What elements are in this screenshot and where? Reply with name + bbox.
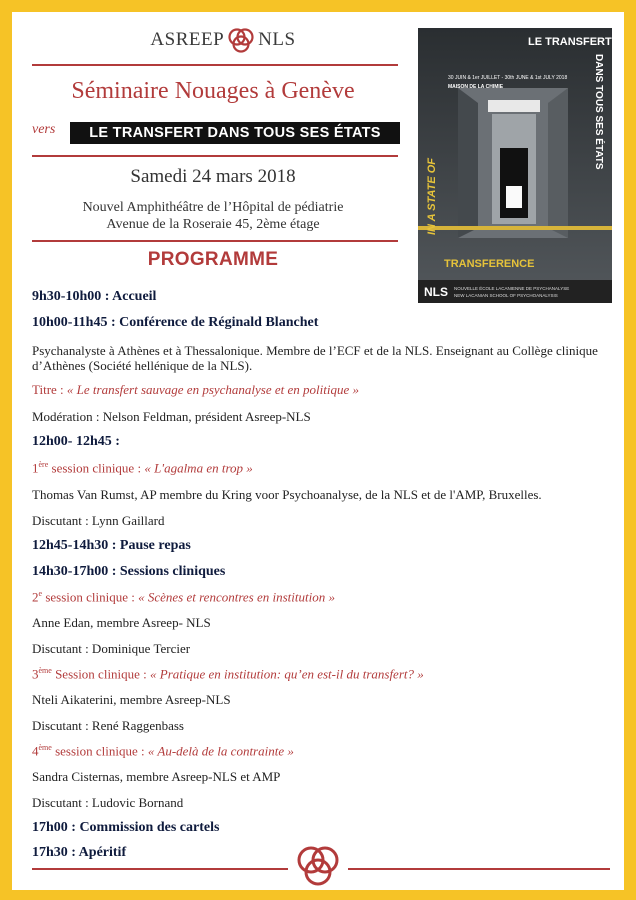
asreep-nls-logo (150, 22, 296, 58)
moderation (32, 409, 610, 425)
poster-place: MAISON DE LA CHIMIE (448, 84, 504, 90)
speaker-name: Anne Edan (32, 615, 91, 630)
session-num: 4 (32, 743, 39, 759)
speaker-name: Thomas Van Rumst (32, 487, 135, 502)
venue-line-1: Nouvel Amphithéâtre de l’Hôpital de pédiatrie (82, 200, 344, 215)
title-label: Titre : (32, 382, 67, 397)
session-label: Session clinique : (51, 666, 151, 682)
speaker-affiliation: , membre Asreep-NLS (113, 692, 231, 707)
slot-aperitif: 17h30 : Apéritif (32, 845, 127, 860)
poster-title-top: LE TRANSFERT (528, 36, 612, 48)
speaker-name: Sandra Cisternas (32, 769, 120, 784)
session-3-title (32, 666, 610, 682)
divider (348, 868, 610, 870)
divider (32, 155, 398, 157)
session-title: « L'agalma en trop » (144, 460, 253, 476)
session-title: « Scènes et rencontres en institution » (138, 589, 335, 605)
poster-nls-desc-2: NEW LACANIAN SCHOOL OF PSYCHOANALYSIS (454, 293, 558, 298)
moderation-value: Nelson Feldman, président Asreep-NLS (102, 409, 311, 424)
speaker-affiliation: , membre Asreep-NLS et AMP (119, 769, 281, 784)
session-sup: ère (38, 460, 49, 469)
poster-nls: NLS (424, 285, 448, 299)
session-1-speaker (32, 487, 610, 503)
session-4-speaker (32, 769, 610, 785)
rings-icon (226, 25, 256, 55)
title-text: « Le transfert sauvage en psychanalyse et en politique » (66, 382, 360, 397)
speaker-bio: Psychanalyste à Athènes et à Thessalonique. Membre de l’ECF et de la NLS. Enseignant au Collège clinique d’Athènes (Société hellénique de la NLS). (32, 343, 598, 373)
session-num: 3 (32, 666, 39, 682)
venue-line-2: Avenue de la Roseraie 45, 2ème étage (106, 217, 320, 232)
slot-cartels: 17h00 : Commission des cartels (32, 820, 220, 835)
divider (32, 868, 288, 870)
session-1-discussant: Discutant : Lynn Gaillard (32, 513, 165, 528)
session-3-discussant: Discutant : René Raggenbass (32, 718, 184, 733)
page-title: Séminaire Nouages à Genève (71, 78, 355, 104)
session-sup: ème (38, 666, 52, 675)
moderation-label: Modération : (32, 409, 103, 424)
session-sup: e (38, 589, 43, 598)
rings-icon (293, 843, 343, 889)
slot-conference: 10h00-11h45 : Conférence de Réginald Blanchet (32, 315, 319, 330)
subtitle-row (32, 122, 400, 146)
session-3-speaker (32, 692, 610, 708)
venue-address (32, 199, 394, 233)
session-label: session clinique : (42, 589, 139, 605)
programme-heading: PROGRAMME (147, 249, 279, 270)
event-date: Samedi 24 mars 2018 (130, 166, 296, 187)
divider (32, 240, 398, 242)
session-num: 1 (32, 460, 39, 476)
speaker-name: Nteli Aikaterini (32, 692, 114, 707)
session-1-title (32, 460, 610, 476)
subtitle-banner: LE TRANSFERT DANS TOUS SES ÉTATS (70, 122, 400, 144)
poster-dates: 30 JUIN & 1er JUILLET - 30th JUNE & 1st JULY 2018 (448, 75, 568, 81)
conference-poster (418, 28, 612, 303)
conference-title (32, 382, 610, 398)
poster-title-left: IN A STATE OF (426, 158, 438, 235)
session-title: « Pratique en institution: qu’en est-il du transfert? » (150, 666, 424, 682)
poster-transference: TRANSFERENCE (444, 258, 535, 270)
session-label: session clinique : (51, 743, 148, 759)
slot-pause: 12h45-14h30 : Pause repas (32, 538, 191, 553)
speaker-affiliation: , AP membre du Kring voor Psychoanalyse, de la NLS et de l'AMP, Bruxelles. (134, 487, 542, 502)
session-title: « Au-delà de la contrainte » (147, 743, 294, 759)
slot-accueil: 9h30-10h00 : Accueil (32, 289, 157, 304)
slot-12h: 12h00- 12h45 : (32, 434, 120, 449)
session-4-discussant: Discutant : Ludovic Bornand (32, 795, 184, 810)
vers-label: vers (32, 122, 56, 137)
poster-title-side: DANS TOUS SES ÉTATS (593, 54, 604, 170)
session-2-title (32, 589, 610, 605)
divider (32, 64, 398, 66)
session-sup: ème (38, 743, 52, 752)
session-4-title (32, 743, 610, 759)
session-2-speaker (32, 615, 610, 631)
slot-sessions: 14h30-17h00 : Sessions cliniques (32, 564, 226, 579)
session-num: 2 (32, 589, 39, 605)
logo-text-left: ASREEP (150, 29, 225, 50)
logo-text-right: NLS (258, 29, 296, 50)
speaker-affiliation: , membre Asreep- NLS (90, 615, 211, 630)
session-2-discussant: Discutant : Dominique Tercier (32, 641, 191, 656)
session-label: session clinique : (48, 460, 145, 476)
poster-nls-desc-1: NOUVELLE ÉCOLE LACANIENNE DE PSYCHANALYSE (454, 286, 570, 291)
